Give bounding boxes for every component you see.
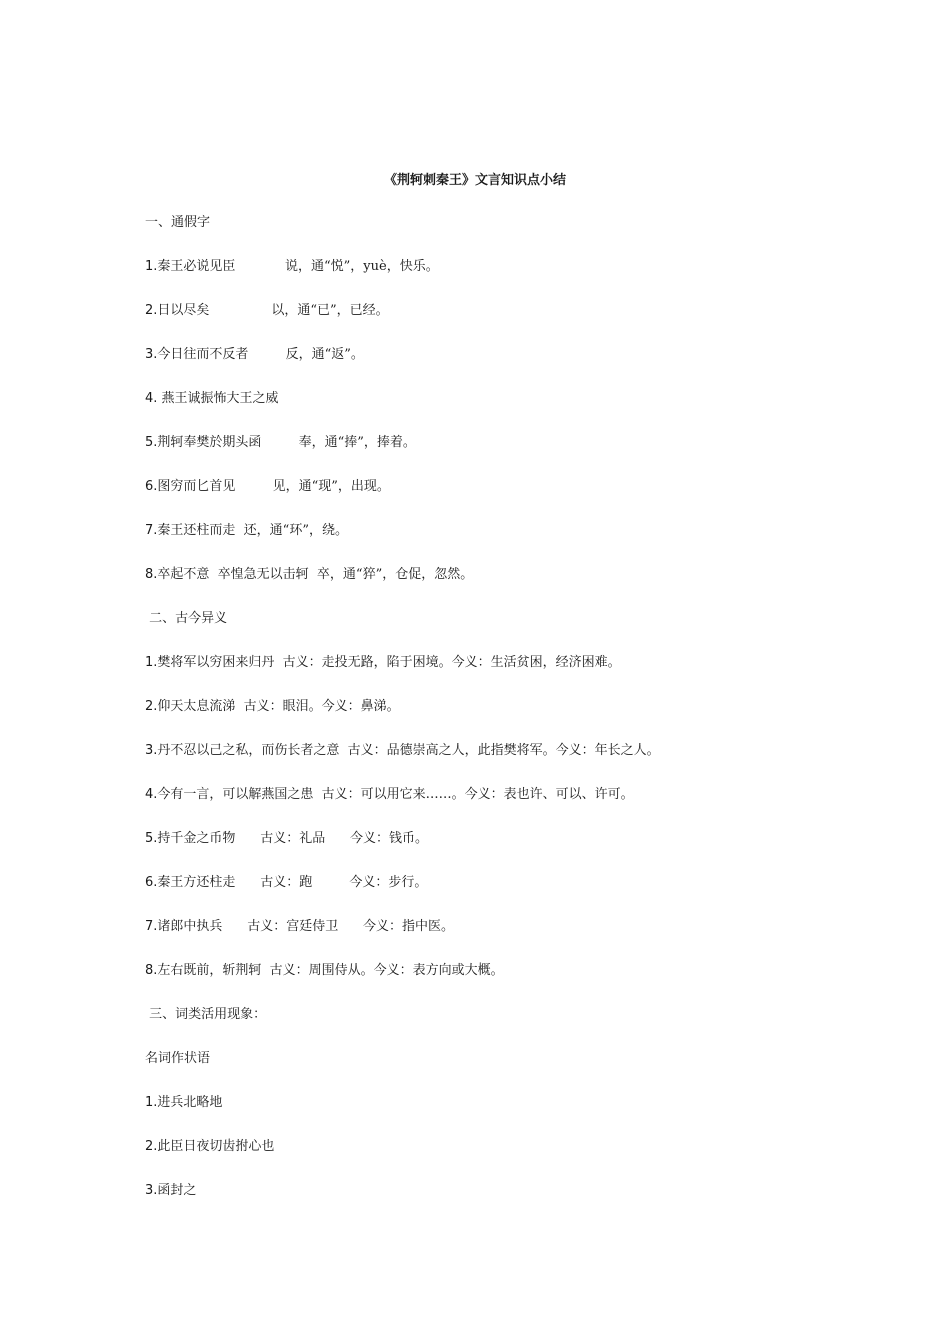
item-number: 4. xyxy=(145,391,158,406)
item-text: 函封之 xyxy=(157,1183,197,1198)
list-item xyxy=(145,302,885,346)
item-text: 持千金之币物 古义：礼品 今义：钱币。 xyxy=(157,831,428,846)
item-text: 日以尽矣 以，通“已”，已经。 xyxy=(157,303,389,318)
document-body xyxy=(145,214,885,1226)
item-number: 5. xyxy=(145,831,158,846)
list-item xyxy=(145,258,885,302)
item-text: 秦王方还柱走 古义：跑 今义：步行。 xyxy=(157,875,428,890)
item-text: 樊将军以穷困来归丹 古义：走投无路，陷于困境。今义：生活贫困，经济困难。 xyxy=(157,655,621,670)
item-number: 2. xyxy=(145,303,158,318)
item-number: 5. xyxy=(145,435,158,450)
list-item xyxy=(145,1094,885,1138)
item-text: 丹不忍以己之私，而伤长者之意 古义：品德崇高之人，此指樊将军。今义：年长之人。 xyxy=(157,743,660,758)
list-item xyxy=(145,434,885,478)
list-item xyxy=(145,522,885,566)
item-number: 7. xyxy=(145,523,158,538)
section-heading xyxy=(145,1050,885,1094)
list-item xyxy=(145,566,885,610)
item-number: 6. xyxy=(145,875,158,890)
section-heading xyxy=(145,610,885,654)
list-item xyxy=(145,874,885,918)
item-text: 名词作状语 xyxy=(145,1051,211,1066)
item-number: 7. xyxy=(145,919,158,934)
item-number: 1. xyxy=(145,655,158,670)
item-text: 一、通假字 xyxy=(145,215,211,230)
item-text: 卒起不意 卒惶急无以击轲 卒，通“猝”，仓促，忽然。 xyxy=(157,567,474,582)
item-text: 三、词类活用现象： xyxy=(145,1007,267,1022)
item-text: 荆轲奉樊於期头函 奉，通“捧”，捧着。 xyxy=(157,435,416,450)
item-text: 进兵北略地 xyxy=(157,1095,223,1110)
item-number: 6. xyxy=(145,479,158,494)
item-text: 秦王必说见臣 说，通“悦”，yuè，快乐。 xyxy=(157,259,439,274)
item-text: 燕王诚振怖大王之威 xyxy=(157,391,279,406)
document-title: 《荆轲刺秦王》文言知识点小结 xyxy=(383,173,566,188)
list-item xyxy=(145,390,885,434)
item-text: 二、古今异义 xyxy=(145,611,228,626)
item-number: 8. xyxy=(145,963,158,978)
list-item xyxy=(145,698,885,742)
section-heading xyxy=(145,1006,885,1050)
item-text: 左右既前，斩荆轲 古义：周围侍从。今义：表方向或大概。 xyxy=(157,963,504,978)
item-text: 秦王还柱而走 还，通“环”，绕。 xyxy=(157,523,348,538)
list-item xyxy=(145,742,885,786)
item-number: 1. xyxy=(145,259,158,274)
list-item xyxy=(145,1138,885,1182)
item-number: 1. xyxy=(145,1095,158,1110)
item-number: 8. xyxy=(145,567,158,582)
item-number: 2. xyxy=(145,1139,158,1154)
list-item xyxy=(145,830,885,874)
section-heading xyxy=(145,214,885,258)
list-item xyxy=(145,918,885,962)
item-number: 3. xyxy=(145,347,158,362)
item-number: 3. xyxy=(145,743,158,758)
item-text: 诸郎中执兵 古义：宫廷侍卫 今义：指中医。 xyxy=(157,919,454,934)
item-number: 4. xyxy=(145,787,158,802)
item-text: 仰天太息流涕 古义：眼泪。今义：鼻涕。 xyxy=(157,699,400,714)
item-text: 今日往而不反者 反，通“返”。 xyxy=(157,347,364,362)
item-text: 今有一言，可以解燕国之患 古义：可以用它来……。今义：表也许、可以、许可。 xyxy=(157,787,634,802)
list-item xyxy=(145,1182,885,1226)
list-item xyxy=(145,346,885,390)
item-number: 3. xyxy=(145,1183,158,1198)
item-text: 此臣日夜切齿拊心也 xyxy=(157,1139,275,1154)
list-item xyxy=(145,962,885,1006)
list-item xyxy=(145,654,885,698)
item-text: 图穷而匕首见 见，通“现”，出现。 xyxy=(157,479,390,494)
list-item xyxy=(145,786,885,830)
list-item xyxy=(145,478,885,522)
item-number: 2. xyxy=(145,699,158,714)
